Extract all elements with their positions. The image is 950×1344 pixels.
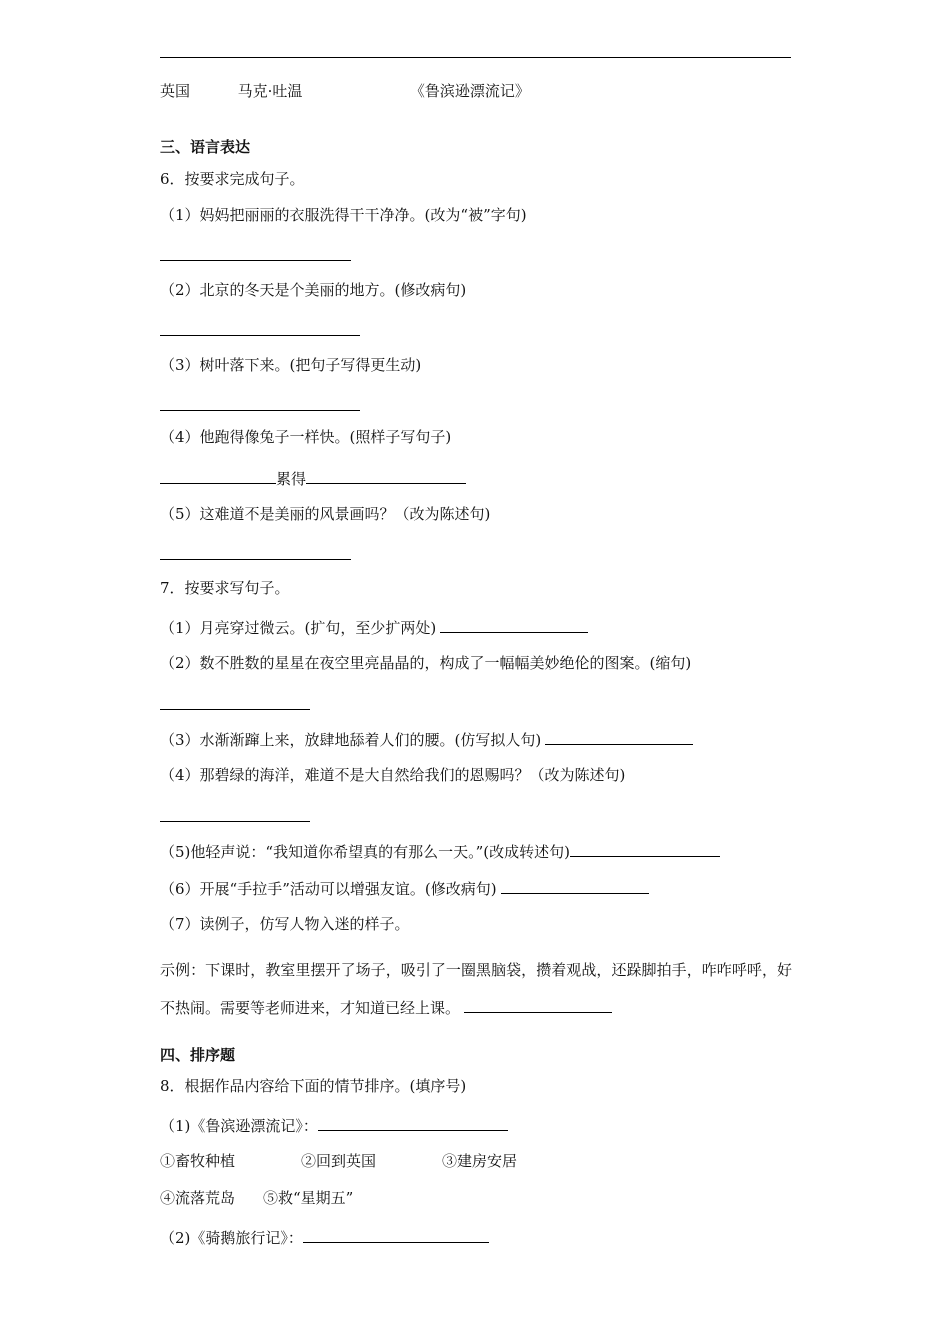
option-2: ②回到英国: [301, 1152, 377, 1170]
q7-item-7: （7）读例子，仿写人物入迷的样子。: [160, 915, 410, 933]
q6-item-3-answer-blank[interactable]: [160, 410, 360, 411]
q8-part-2-blank[interactable]: [303, 1226, 489, 1243]
q7-item-5: （5)他轻声说：“我知道你希望真的有那么一天。”(改成转述句): [160, 843, 570, 861]
q6-item-3: （3）树叶落下来。(把句子写得更生动): [160, 356, 422, 374]
q7-item-6-row: [160, 877, 649, 899]
q7-item-6-blank[interactable]: [501, 877, 649, 894]
section-3-heading: 三、语言表达: [160, 138, 251, 156]
q7-item-3-blank[interactable]: [545, 728, 693, 745]
q7-item-4: （4）那碧绿的海洋，难道不是大自然给我们的恩赐吗？（改为陈述句): [160, 766, 626, 784]
q7-item-1-blank[interactable]: [440, 616, 588, 633]
option-3: ③建房安居: [442, 1152, 518, 1170]
q8-part-1-row: [160, 1114, 508, 1136]
q6-item-4-fill-word: 累得: [276, 470, 307, 488]
q7-item-1: （1）月亮穿过微云。(扩句，至少扩两处): [160, 619, 437, 637]
q8-options-row-1: [160, 1151, 517, 1171]
q7-item-7-blank[interactable]: [464, 996, 612, 1013]
q8-part-1-blank[interactable]: [318, 1114, 508, 1131]
header-rule: [160, 57, 791, 58]
q6-item-5-answer-blank[interactable]: [160, 559, 351, 560]
q6-item-1-answer-blank[interactable]: [160, 260, 351, 261]
question-8-title: 8．根据作品内容给下面的情节排序。(填序号): [160, 1077, 467, 1095]
q7-item-7-example: [160, 951, 792, 1027]
q7-item-2-answer-blank[interactable]: [160, 709, 310, 710]
q7-item-5-blank[interactable]: [570, 840, 720, 857]
q6-item-4-fill-row: [160, 467, 466, 489]
option-1: ①畜牧种植: [160, 1152, 236, 1170]
q7-item-5-row: [160, 840, 720, 862]
q6-item-4-blank-a[interactable]: [160, 467, 276, 484]
q7-item-6: （6）开展“手拉手”活动可以增强友谊。(修改病句): [160, 880, 497, 898]
q7-example-text: 示例：下课时，教室里摆开了场子，吸引了一圈黑脑袋，攒着观战，还跺脚拍手，咋咋呼呼，好不热闹。需要等老师进来，才知道已经上课。: [160, 961, 792, 1017]
q7-item-1-row: [160, 616, 588, 638]
option-4: ④流落荒岛: [160, 1189, 236, 1207]
book-title-text: 《鲁滨逊漂流记》: [409, 82, 530, 100]
q8-options-row-2: [160, 1188, 353, 1208]
author-row: [160, 81, 530, 101]
q6-item-5: （5）这难道不是美丽的风景画吗？（改为陈述句): [160, 505, 491, 523]
question-7-title: 7．按要求写句子。: [160, 579, 290, 597]
q8-part-1-label: （1)《鲁滨逊漂流记》：: [160, 1117, 318, 1135]
q7-item-4-answer-blank[interactable]: [160, 821, 310, 822]
question-6-title: 6．按要求完成句子。: [160, 170, 305, 188]
q6-item-4: （4）他跑得像兔子一样快。(照样子写句子): [160, 428, 452, 446]
q8-part-2-label: （2)《骑鹅旅行记》：: [160, 1229, 303, 1247]
country-text: 英国: [160, 82, 191, 100]
option-5: ⑤救“星期五”: [263, 1189, 354, 1207]
q6-item-2: （2）北京的冬天是个美丽的地方。(修改病句): [160, 281, 467, 299]
q6-item-4-blank-b[interactable]: [306, 467, 466, 484]
q8-part-2-row: [160, 1226, 489, 1248]
q7-item-3: （3）水渐渐蹿上来，放肆地舔着人们的腰。(仿写拟人句): [160, 731, 542, 749]
q6-item-1: （1）妈妈把丽丽的衣服洗得干干净净。(改为“被”字句): [160, 206, 527, 224]
section-4-heading: 四、排序题: [160, 1046, 236, 1064]
author-text: 马克·吐温: [237, 82, 303, 100]
q6-item-2-answer-blank[interactable]: [160, 335, 360, 336]
q7-item-3-row: [160, 728, 693, 750]
q7-item-2: （2）数不胜数的星星在夜空里亮晶晶的，构成了一幅幅美妙绝伦的图案。(缩句): [160, 654, 692, 672]
